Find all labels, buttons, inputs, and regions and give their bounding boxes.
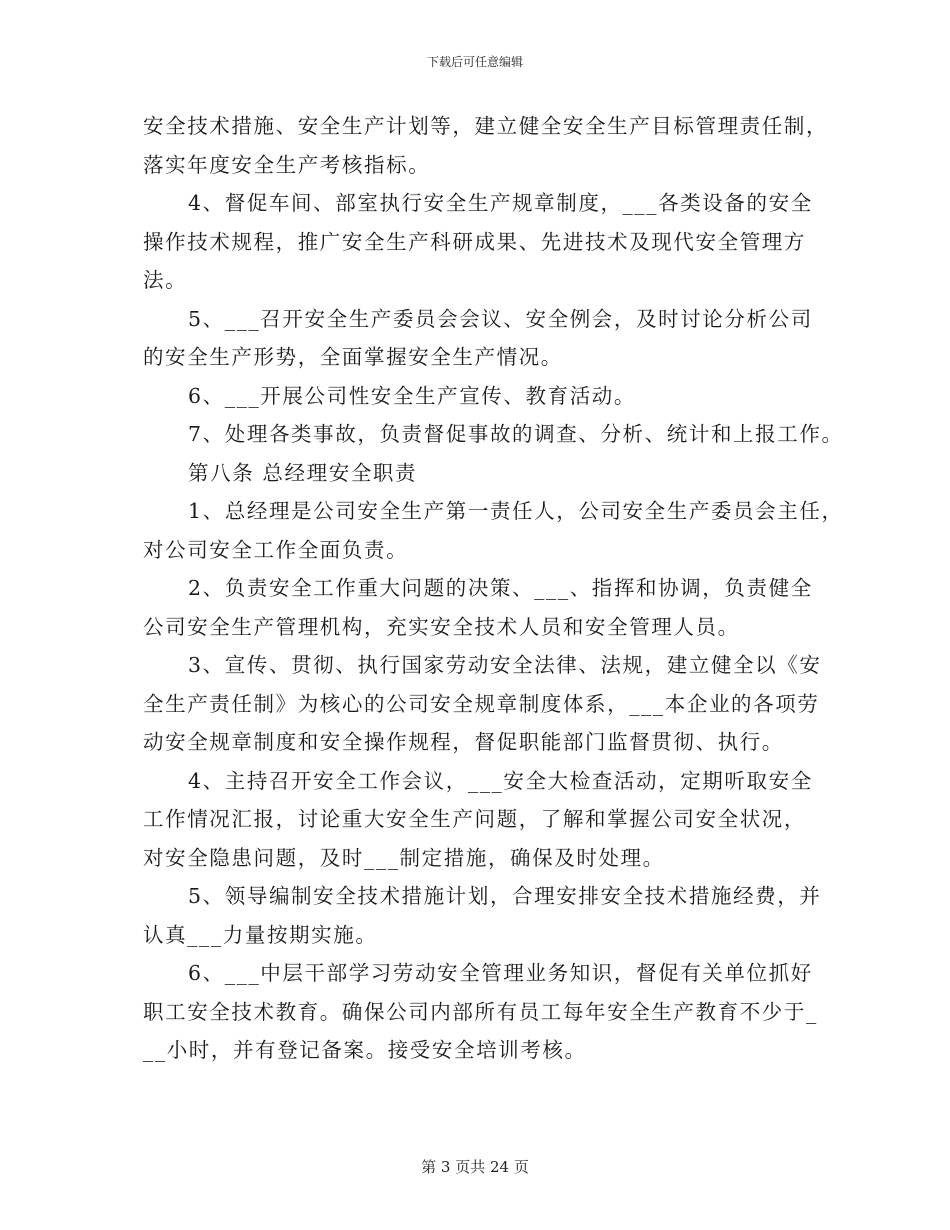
paragraph-line: 工作情况汇报，讨论重大安全生产问题，了解和掌握公司安全状况， [143,807,806,831]
paragraph-first-line: 6、___开展公司性安全生产宣传、教育活动。 [188,383,636,408]
paragraph-line: 落实年度安全生产考核指标。 [143,152,431,177]
paragraph-line: 全生产责任制》为核心的公司安全规章制度体系，___本企业的各项劳 [143,691,820,716]
paragraph-first-line: 6、___中层干部学习劳动安全管理业务知识，督促有关单位抓好 [188,961,813,985]
paragraph-first-line: 5、领导编制安全技术措施计划，合理安排安全技术措施经费，并 [188,884,822,908]
paragraph-line: 对安全隐患问题，及时___制定措施，确保及时处理。 [143,845,665,870]
paragraph-first-line: 4、督促车间、部室执行安全生产规章制度，___各类设备的安全 [188,191,813,215]
paragraph-line: 安全技术措施、安全生产计划等，建立健全安全生产目标管理责任制， [143,114,829,138]
document-body [143,108,844,1068]
paragraph-line: 操作技术规程，推广安全生产科研成果、先进技术及现代安全管理方 [143,229,806,254]
paragraph-line: 法。 [143,268,188,292]
paragraph-first-line: 5、___召开安全生产委员会会议、安全例会，及时讨论分析公司 [188,306,813,331]
paragraph-first-line: 第八条 总经理安全职责 [188,460,418,485]
paragraph-line: 认真___力量按期实施。 [143,922,378,947]
paragraph-first-line: 4、主持召开安全工作会议，___安全大检查活动，定期听取安全 [188,768,813,793]
paragraph-first-line: 1、总经理是公司安全生产第一责任人，公司安全生产委员会主任， [188,499,844,523]
paragraph-first-line: 3、宣传、贯彻、执行国家劳动安全法律、法规，建立健全以《安 [188,653,822,677]
page-header: 下载后可任意编辑 [426,55,523,69]
paragraph-line: 公司安全生产管理机构，充实安全技术人员和安全管理人员。 [143,614,740,639]
paragraph-line: 动安全规章制度和安全操作规程，督促职能部门监督贯彻、执行。 [143,730,784,754]
paragraph-first-line: 7、处理各类事故，负责督促事故的调查、分析、统计和上报工作。 [188,422,844,446]
paragraph-line: __小时，并有登记备案。接受安全培训考核。 [143,1038,587,1062]
paragraph-line: 职工安全技术教育。确保公司内部所有员工每年安全生产教育不少于_ [143,999,818,1024]
paragraph-line: 对公司安全工作全面负责。 [143,537,409,562]
paragraph-line: 的安全生产形势，全面掌握安全生产情况。 [143,345,563,369]
paragraph-first-line: 2、负责安全工作重大问题的决策、___、指挥和协调，负责健全 [188,576,813,600]
page-footer: 第 3 页共 24 页 [421,1158,529,1176]
